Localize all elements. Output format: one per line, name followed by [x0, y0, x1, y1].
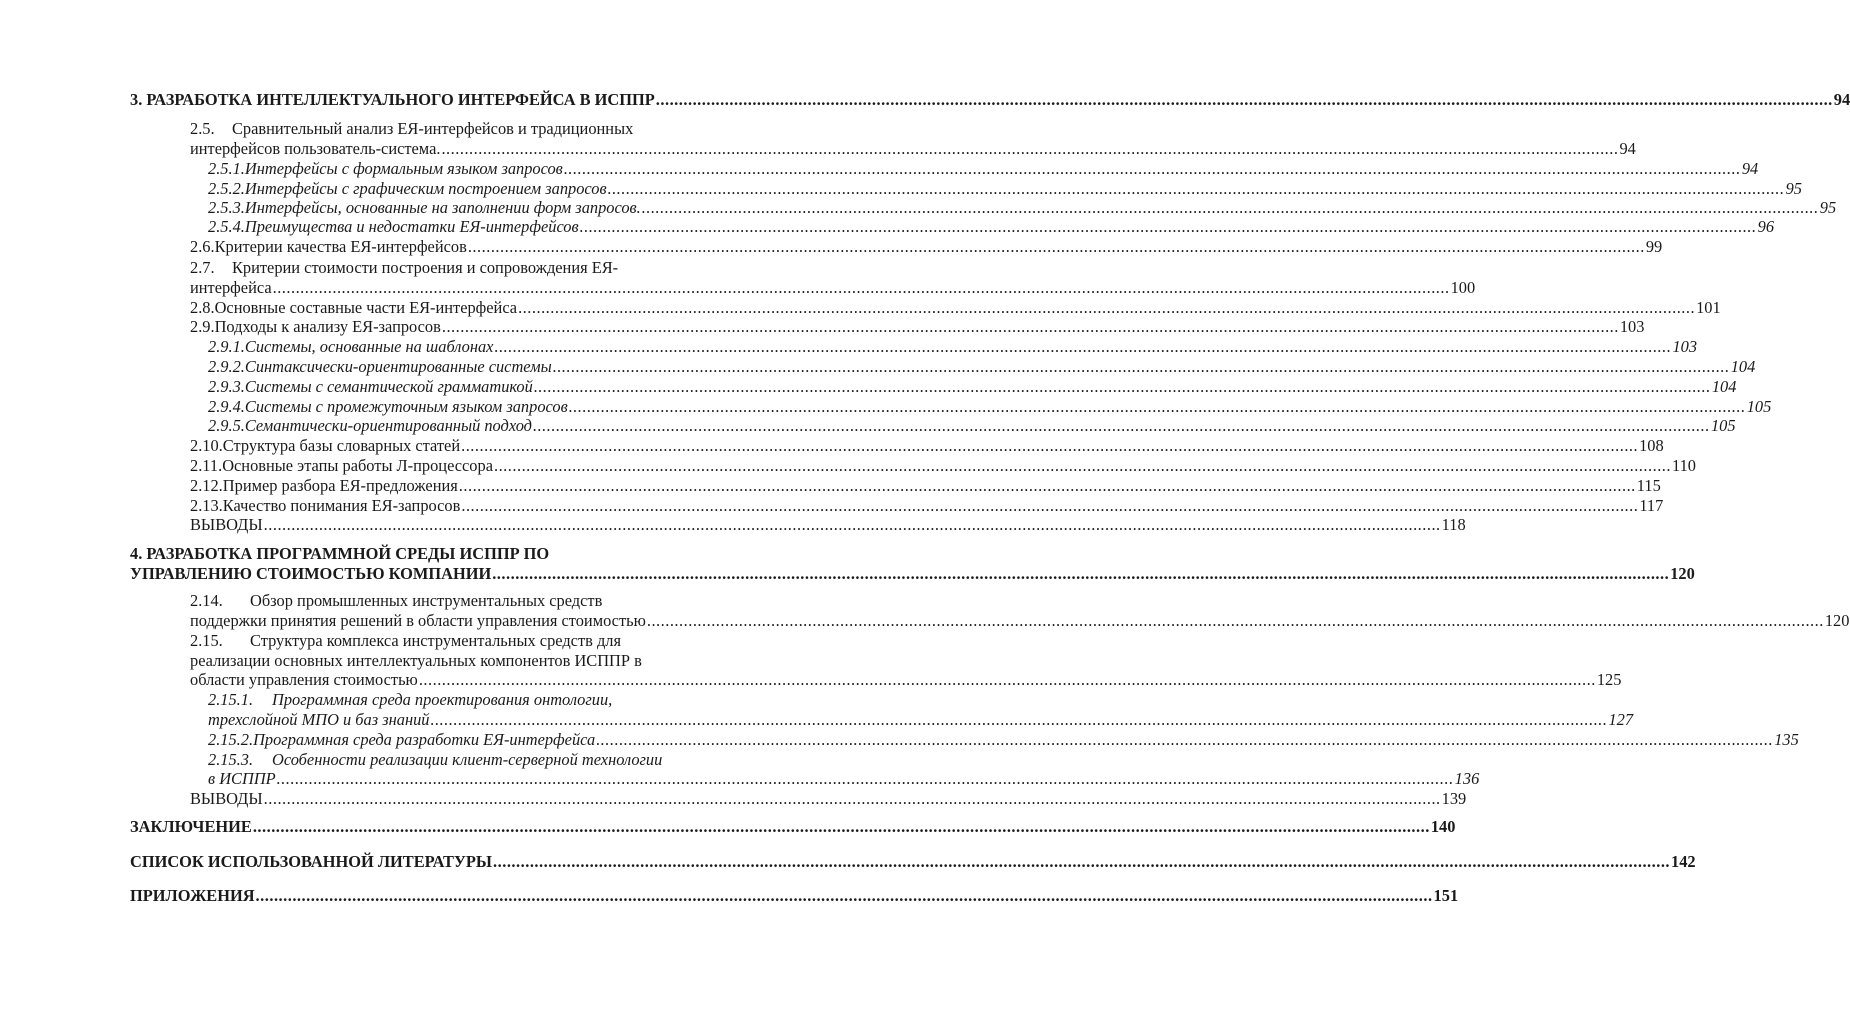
- toc-title: области управления стоимостью: [190, 670, 418, 689]
- toc-leader: [494, 456, 1671, 476]
- toc-number: 2.9.3.: [208, 377, 245, 396]
- toc-leader: [518, 298, 1695, 318]
- toc-leader: [441, 139, 1618, 159]
- toc-title: Преимущества и недостатки ЕЯ-интерфейсов: [244, 217, 579, 236]
- toc-entry-2-5-4: [208, 217, 1775, 237]
- toc-entry-vyvody-2: [190, 789, 1467, 809]
- toc-title: Подходы к анализу ЕЯ-запросов: [214, 317, 441, 336]
- toc-leader: [419, 670, 1596, 690]
- toc-leader: [264, 789, 1441, 809]
- toc-page: 94: [1741, 159, 1759, 178]
- toc-entry-2-10: [190, 436, 1664, 456]
- toc-page: 140: [1430, 817, 1456, 836]
- toc-page: 105: [1746, 397, 1772, 416]
- toc-page: 108: [1639, 436, 1664, 455]
- toc-title: Системы, основанные на шаблонах: [244, 337, 494, 356]
- toc-entry-literature: [130, 852, 1696, 872]
- toc-entry-2-12: [190, 476, 1661, 496]
- toc-title: Системы с промежуточным языком запросов: [244, 397, 568, 416]
- toc-page: 125: [1596, 670, 1622, 689]
- toc-number: 2.15.1.: [208, 690, 254, 709]
- toc-leader: [534, 377, 1711, 397]
- toc-entry-2-7-cont: [190, 278, 1476, 298]
- toc-leader: [569, 397, 1746, 417]
- toc-number: 2.5.1.: [208, 159, 245, 178]
- toc-title: Качество понимания ЕЯ-запросов: [222, 496, 461, 515]
- toc-title: Интерфейсы, основанные на заполнении форм запросов.: [244, 198, 641, 217]
- toc-entry-2-14-cont: [190, 611, 1850, 631]
- toc-number: 2.6.: [190, 237, 215, 256]
- toc-number: 2.11.: [190, 456, 223, 475]
- toc-entry-2-15: [190, 631, 710, 651]
- toc-entry-2-15-cont2: [190, 670, 1622, 690]
- toc-page: 115: [1636, 476, 1661, 495]
- toc-number: 2.13.: [190, 496, 223, 515]
- toc-page: 95: [1819, 198, 1837, 217]
- toc-title: Особенности реализации клиент-серверной технологии: [272, 750, 663, 769]
- toc-title: Интерфейсы с графическим построением запросов: [244, 179, 607, 198]
- toc-title: 3. РАЗРАБОТКА ИНТЕЛЛЕКТУАЛЬНОГО ИНТЕРФЕЙСА В ИСППР: [130, 90, 655, 109]
- toc-title: Сравнительный анализ ЕЯ-интерфейсов и традиционных: [232, 119, 634, 138]
- toc-title: СПИСОК ИСПОЛЬЗОВАННОЙ ЛИТЕРАТУРЫ: [130, 852, 493, 871]
- toc-title: в ИСППР: [208, 769, 276, 788]
- toc-entry-2-9-5: [208, 416, 1736, 436]
- toc-page: 95: [1785, 179, 1802, 198]
- toc-title: Интерфейсы с формальным языком запросов: [244, 159, 563, 178]
- toc-leader: [461, 496, 1638, 516]
- toc-entry-prilozheniya: [130, 886, 1459, 906]
- toc-leader: [642, 198, 1819, 218]
- toc-entry-vyvody-1: [190, 515, 1466, 535]
- toc-title: Программная среда разработки ЕЯ-интерфейса: [253, 730, 596, 749]
- toc-entry-2-9-4: [208, 397, 1772, 417]
- toc-title: реализации основных интеллектуальных компонентов ИСППР в: [190, 651, 642, 670]
- toc-number: 2.12.: [190, 476, 223, 495]
- toc-page: 103: [1672, 337, 1698, 356]
- toc-title: Синтаксически-ориентированные системы: [244, 357, 552, 376]
- toc-entry-2-9: [190, 317, 1645, 337]
- toc-entry-2-15-1: [208, 690, 710, 710]
- toc-page: 104: [1711, 377, 1737, 396]
- toc-title: Основные этапы работы Л-процессора: [222, 456, 493, 475]
- toc-page: 100: [1450, 278, 1476, 297]
- toc-title: ПРИЛОЖЕНИЯ: [130, 886, 255, 905]
- toc-leader: [253, 817, 1430, 837]
- toc-page: 105: [1710, 416, 1736, 435]
- toc-number: 2.15.3.: [208, 750, 254, 769]
- toc-leader: [533, 416, 1710, 436]
- toc-title: Обзор промышленных инструментальных средств: [250, 591, 603, 610]
- toc-page: 117: [1639, 496, 1664, 515]
- toc-page: 94: [1833, 90, 1850, 109]
- toc-number: 2.10.: [190, 436, 223, 455]
- toc-entry-2-5: [190, 119, 710, 139]
- toc-page: 104: [1730, 357, 1756, 376]
- toc-title: поддержки принятия решений в области управления стоимостью: [190, 611, 646, 630]
- toc-number: 2.15.: [190, 631, 223, 650]
- toc-leader: [256, 886, 1433, 906]
- toc-entry-2-8: [190, 298, 1721, 318]
- toc-title: ЗАКЛЮЧЕНИЕ: [130, 817, 252, 836]
- toc-page: 139: [1441, 789, 1467, 808]
- toc-page: 120: [1670, 564, 1695, 583]
- toc-entry-2-15-3: [208, 750, 710, 770]
- toc-page: 120: [1824, 611, 1850, 630]
- toc-entry-2-14: [190, 591, 710, 611]
- toc-page: 101: [1696, 298, 1721, 317]
- toc-page: 118: [1441, 515, 1466, 534]
- toc-number: 2.9.5.: [208, 416, 245, 435]
- toc-number: 2.7.: [190, 258, 215, 277]
- toc-entry-2-11: [190, 456, 1696, 476]
- toc-page: 103: [1619, 317, 1645, 336]
- toc-entry-2-9-2: [208, 357, 1756, 377]
- toc-leader: [273, 278, 1450, 298]
- toc-title: УПРАВЛЕНИЮ СТОИМОСТЬЮ КОМПАНИИ: [130, 564, 492, 583]
- toc-title: Программная среда проектирования онтологии,: [272, 690, 613, 709]
- toc-number: 2.5.4.: [208, 217, 245, 236]
- toc-page: 142: [1671, 852, 1696, 871]
- toc-entry-2-5-3: [208, 198, 1837, 218]
- toc-leader: [442, 317, 1619, 337]
- toc-number: 2.5.3.: [208, 198, 245, 217]
- toc-title: интерфейса: [190, 278, 272, 297]
- toc-leader: [492, 564, 1669, 584]
- toc-number: 2.5.2.: [208, 179, 245, 198]
- toc-entry-2-15-cont: [190, 651, 710, 671]
- toc-entry-2-15-3-cont: [208, 769, 1480, 789]
- toc-leader: [430, 710, 1607, 730]
- toc-page: 151: [1433, 886, 1459, 905]
- toc-page: 94: [1619, 139, 1636, 158]
- toc-title: интерфейсов пользователь-система.: [190, 139, 441, 158]
- toc-page: 135: [1774, 730, 1799, 749]
- toc-entry-2-5-2: [208, 179, 1802, 199]
- toc-title: Структура базы словарных статей: [222, 436, 461, 455]
- toc-entry-2-9-1: [208, 337, 1698, 357]
- toc-number: 2.8.: [190, 298, 215, 317]
- toc-entry-2-5-cont: [190, 139, 1636, 159]
- toc-leader: [468, 237, 1645, 257]
- toc-leader: [656, 90, 1833, 110]
- toc-page: 127: [1608, 710, 1634, 729]
- toc-leader: [494, 337, 1671, 357]
- toc-title: Пример разбора ЕЯ-предложения: [222, 476, 458, 495]
- toc-entry-zakluchenie: [130, 817, 1456, 837]
- toc-leader: [596, 730, 1773, 750]
- toc-leader: [459, 476, 1636, 496]
- toc-number: 2.9.1.: [208, 337, 245, 356]
- toc-entry-2-15-1-cont: [208, 710, 1634, 730]
- toc-leader: [553, 357, 1730, 377]
- toc-title: Критерии стоимости построения и сопровождения ЕЯ-: [232, 258, 619, 277]
- toc-entry-chapter-4-cont: [130, 564, 1695, 584]
- toc-number: 2.9.4.: [208, 397, 245, 416]
- toc-leader: [493, 852, 1670, 872]
- toc-title: ВЫВОДЫ: [190, 515, 263, 534]
- toc-entry-2-5-1: [208, 159, 1759, 179]
- toc-title: Системы с семантической грамматикой: [244, 377, 533, 396]
- toc-leader: [277, 769, 1454, 789]
- toc-entry-2-13: [190, 496, 1664, 516]
- toc-leader: [461, 436, 1638, 456]
- toc-page: 110: [1671, 456, 1696, 475]
- toc-entry-2-9-3: [208, 377, 1737, 397]
- toc-leader: [580, 217, 1757, 237]
- toc-title: Структура комплекса инструментальных средств для: [250, 631, 621, 650]
- toc-page: 96: [1757, 217, 1775, 236]
- toc-entry-chapter-3: [130, 90, 1850, 110]
- toc-title: трехслойной МПО и баз знаний: [208, 710, 430, 729]
- toc-entry-2-15-2: [208, 730, 1799, 750]
- toc-title: Основные составные части ЕЯ-интерфейса: [214, 298, 518, 317]
- toc-number: 2.9.: [190, 317, 215, 336]
- toc-number: 2.15.2.: [208, 730, 254, 749]
- toc-number: 2.9.2.: [208, 357, 245, 376]
- toc-entry-2-7: [190, 258, 710, 278]
- toc-title: Критерии качества ЕЯ-интерфейсов: [214, 237, 467, 256]
- toc-leader: [647, 611, 1824, 631]
- toc-entry-2-6: [190, 237, 1663, 257]
- toc-number: 2.5.: [190, 119, 215, 138]
- toc-number: 2.14.: [190, 591, 223, 610]
- toc-page: 136: [1454, 769, 1480, 788]
- toc-title: Семантически-ориентированный подход: [244, 416, 532, 435]
- toc-page: 99: [1645, 237, 1663, 256]
- toc-leader: [264, 515, 1441, 535]
- toc-title: 4. РАЗРАБОТКА ПРОГРАММНОЙ СРЕДЫ ИСППР ПО: [130, 544, 550, 563]
- toc-entry-chapter-4: [130, 544, 710, 564]
- toc-leader: [564, 159, 1741, 179]
- toc-title: ВЫВОДЫ: [190, 789, 263, 808]
- toc-leader: [608, 179, 1785, 199]
